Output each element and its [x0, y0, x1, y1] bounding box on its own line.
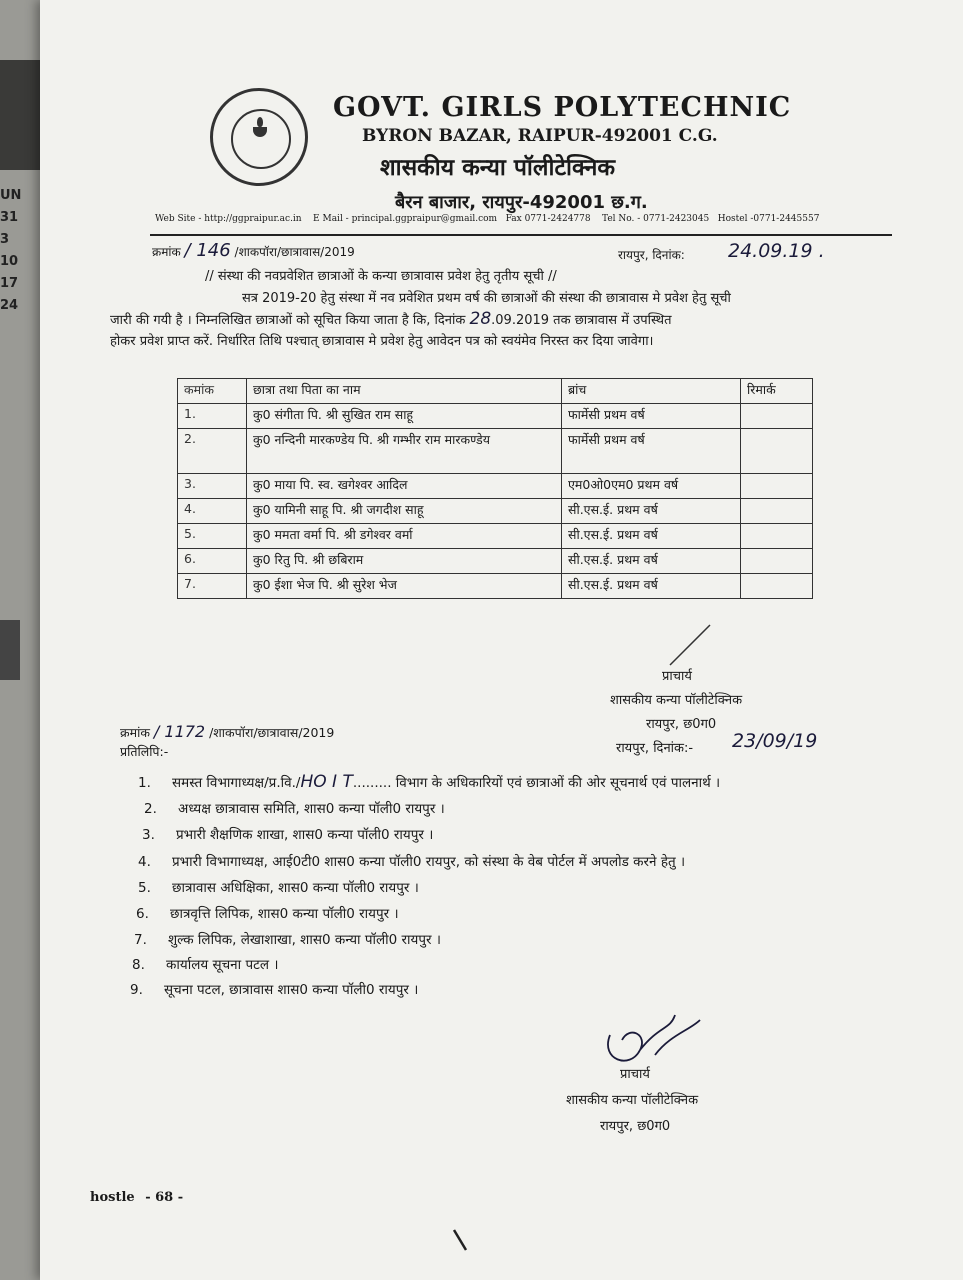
institute-address-hi: बैरन बाजार, रायपुर-492001 छ.ग.: [395, 192, 648, 213]
student-branch: सी.एस.ई. प्रथम वर्ष: [562, 574, 741, 599]
body-line: [110, 309, 945, 331]
signature1-designation: प्राचार्य: [662, 669, 692, 684]
calendar-text: 24: [0, 298, 19, 313]
student-branch: फार्मेसी प्रथम वर्ष: [562, 404, 741, 429]
row-number: 2.: [178, 429, 247, 474]
copy-item: [144, 799, 445, 817]
copy-item: [138, 852, 685, 870]
body-text: .09.2019 तक छात्रावास में उपस्थित: [491, 313, 672, 328]
student-name: कु0 नन्दिनी मारकण्डेय पि. श्री गम्भीर राम मारकण्डेय: [247, 429, 562, 474]
student-name: कु0 यामिनी साहू पि. श्री जगदीश साहू: [247, 499, 562, 524]
table-row: [178, 549, 813, 574]
student-remark: [741, 404, 813, 429]
student-remark: [741, 474, 813, 499]
copy-item-text: छात्रवृत्ति लिपिक, शास0 कन्या पॉली0 रायपुर ।: [170, 906, 399, 922]
reference-label: क्रमांक: [152, 245, 181, 259]
copy-item: [138, 772, 720, 792]
signature2-org: शासकीय कन्या पॉलीटेक्निक: [566, 1093, 699, 1108]
background-object: [0, 60, 40, 170]
student-list-table: [177, 378, 813, 599]
student-branch: फार्मेसी प्रथम वर्ष: [562, 429, 741, 474]
student-name: कु0 ममता वर्मा पि. श्री डगेश्वर वर्मा: [247, 524, 562, 549]
student-remark: [741, 549, 813, 574]
copy-item-text: प्रभारी विभागाध्यक्ष, आई0टी0 शास0 कन्या पॉली0 रायपुर, को संस्था के वेब पोर्टल में अपलोड करने हेतु ।: [172, 854, 686, 870]
copy-item-text: ......... विभाग के अधिकारियों एवं छात्राओं की ओर सूचनार्थ एवं पालनार्थ ।: [352, 775, 721, 791]
student-name: कु0 संगीता पि. श्री सुखित राम साहू: [247, 404, 562, 429]
copy-item-number: 5.: [138, 880, 151, 896]
reference-number: / 146: [184, 240, 231, 261]
copy-item: [136, 904, 399, 922]
reference-line: [152, 240, 355, 261]
copy-item: [130, 980, 418, 998]
student-branch: सी.एस.ई. प्रथम वर्ष: [562, 549, 741, 574]
copy-item-number: 2.: [144, 801, 157, 817]
background-calendar: [0, 185, 40, 317]
copy-date: 23/09/19: [732, 730, 818, 752]
institute-name-en: GOVT. GIRLS POLYTECHNIC: [333, 92, 792, 123]
deadline-day: 28: [469, 309, 492, 329]
table-row: [178, 474, 813, 499]
body-paragraph: [110, 288, 945, 352]
copy-item: [132, 955, 278, 973]
institute-address-en: BYRON BAZAR, RAIPUR-492001 C.G.: [362, 126, 718, 146]
footer-page-number: - 68 -: [145, 1190, 184, 1205]
student-branch: सी.एस.ई. प्रथम वर्ष: [562, 524, 741, 549]
row-number: 6.: [178, 549, 247, 574]
principal-signature-stroke-icon: [665, 620, 715, 670]
copy-item-number: 6.: [136, 906, 149, 922]
copy-reference-suffix: /शाकपॉरा/छात्रावास/2019: [209, 725, 335, 740]
header-divider: [150, 234, 892, 236]
table-row: [178, 524, 813, 549]
lamp-flame-icon: [257, 117, 263, 127]
copy-label: प्रतिलिपि:-: [120, 744, 169, 759]
copy-item: [134, 930, 441, 948]
table-row: [178, 404, 813, 429]
contact-line: Web Site - http://ggpraipur.ac.in E Mail - principal.ggpraipur@gmail.com Fax 0771-2424778 Tel No. - 0771-2423045 Hostel -0771-2445557: [155, 214, 820, 224]
copy-date-label: रायपुर, दिनांक:-: [616, 741, 694, 756]
row-number: 4.: [178, 499, 247, 524]
copy-item-number: 8.: [132, 957, 145, 973]
student-branch: सी.एस.ई. प्रथम वर्ष: [562, 499, 741, 524]
copy-item-number: 9.: [130, 982, 143, 998]
footer-note: [90, 1190, 183, 1205]
student-name: कु0 माया पि. स्व. खगेश्वर आदिल: [247, 474, 562, 499]
signature1-place: रायपुर, छ0ग0: [646, 717, 717, 732]
calendar-text: 10: [0, 254, 19, 269]
body-line: सत्र 2019-20 हेतु संस्था में नव प्रवेशित प्रथम वर्ष की छात्राओं की संस्था की छात्रावास मे प्रवेश हेतु सूची: [242, 291, 731, 306]
copy-item-number: 1.: [138, 775, 151, 791]
student-remark: [741, 574, 813, 599]
institute-seal-logo: [210, 88, 308, 186]
copy-item-number: 7.: [134, 932, 147, 948]
copy-reference-line: [120, 722, 334, 741]
reference-date-label: रायपुर, दिनांक:: [618, 248, 685, 262]
row-number: 5.: [178, 524, 247, 549]
student-remark: [741, 524, 813, 549]
copy-item-text: कार्यालय सूचना पटल ।: [166, 957, 279, 973]
copy-item-text: छात्रावास अधिक्षिका, शास0 कन्या पॉली0 रायपुर ।: [172, 880, 419, 896]
footer-label: hostle: [90, 1190, 135, 1205]
copy-item-text: प्रभारी शैक्षणिक शाखा, शास0 कन्या पॉली0 रायपुर ।: [176, 827, 434, 843]
signature2-place: रायपुर, छ0ग0: [600, 1119, 671, 1134]
reference-date: 24.09.19 .: [728, 240, 825, 262]
copy-item-number: 4.: [138, 854, 151, 870]
copy-item-handwritten: HO I T: [300, 772, 353, 792]
table-header-row: [178, 379, 813, 404]
student-name: कु0 ईशा भेज पि. श्री सुरेश भेज: [247, 574, 562, 599]
column-header: कमांक: [178, 379, 247, 404]
column-header: छात्रा तथा पिता का नाम: [247, 379, 562, 404]
pen-mark-icon: [450, 1228, 470, 1252]
table-row: [178, 574, 813, 599]
student-name: कु0 रितु पि. श्री छबिराम: [247, 549, 562, 574]
copy-item: [138, 878, 419, 896]
copy-item-text: अध्यक्ष छात्रावास समिति, शास0 कन्या पॉली0 रायपुर ।: [178, 801, 445, 817]
background-object: [0, 620, 20, 680]
copy-reference-number: / 1172: [153, 722, 206, 741]
institute-name-hi: शासकीय कन्या पॉलीटेक्निक: [380, 155, 616, 181]
principal-signature-icon: [600, 1005, 710, 1075]
student-remark: [741, 499, 813, 524]
column-header: ब्रांच: [562, 379, 741, 404]
copy-reference-label: क्रमांक: [120, 725, 150, 740]
copy-item-text: समस्त विभागाध्यक्ष/प्र.वि./: [172, 775, 301, 791]
document-page: [40, 0, 963, 1280]
table-row: [178, 499, 813, 524]
copy-item-text: सूचना पटल, छात्रावास शास0 कन्या पॉली0 रायपुर ।: [164, 982, 419, 998]
signature1-org: शासकीय कन्या पॉलीटेक्निक: [610, 693, 743, 708]
row-number: 3.: [178, 474, 247, 499]
copy-item-text: शुल्क लिपिक, लेखाशाखा, शास0 कन्या पॉली0 रायपुर ।: [168, 932, 441, 948]
column-header: रिमार्क: [741, 379, 813, 404]
copy-item-number: 3.: [142, 827, 155, 843]
calendar-text: 31: [0, 210, 19, 225]
body-line: होकर प्रवेश प्राप्त करें. निर्धारित तिथि पश्चात् छात्रावास मे प्रवेश हेतु आवेदन पत्र को स्वयंमेव निरस्त कर दिया जावेगा।: [110, 334, 654, 349]
row-number: 1.: [178, 404, 247, 429]
table-row: [178, 429, 813, 474]
calendar-text: 17: [0, 276, 19, 291]
reference-suffix: /शाकपॉरा/छात्रावास/2019: [234, 245, 355, 259]
copy-item: [142, 825, 433, 843]
row-number: 7.: [178, 574, 247, 599]
student-branch: एम0ओ0एम0 प्रथम वर्ष: [562, 474, 741, 499]
calendar-text: UN: [0, 188, 22, 203]
calendar-text: 3: [0, 232, 10, 247]
signature2-designation: प्राचार्य: [620, 1067, 650, 1082]
body-text: जारी की गयी है । निम्नलिखित छात्राओं को सूचित किया जाता है कि, दिनांक: [110, 313, 466, 328]
subject-line: // संस्था की नवप्रवेशित छात्राओं के कन्या छात्रावास प्रवेश हेतु तृतीय सूची //: [205, 269, 557, 284]
student-remark: [741, 429, 813, 474]
